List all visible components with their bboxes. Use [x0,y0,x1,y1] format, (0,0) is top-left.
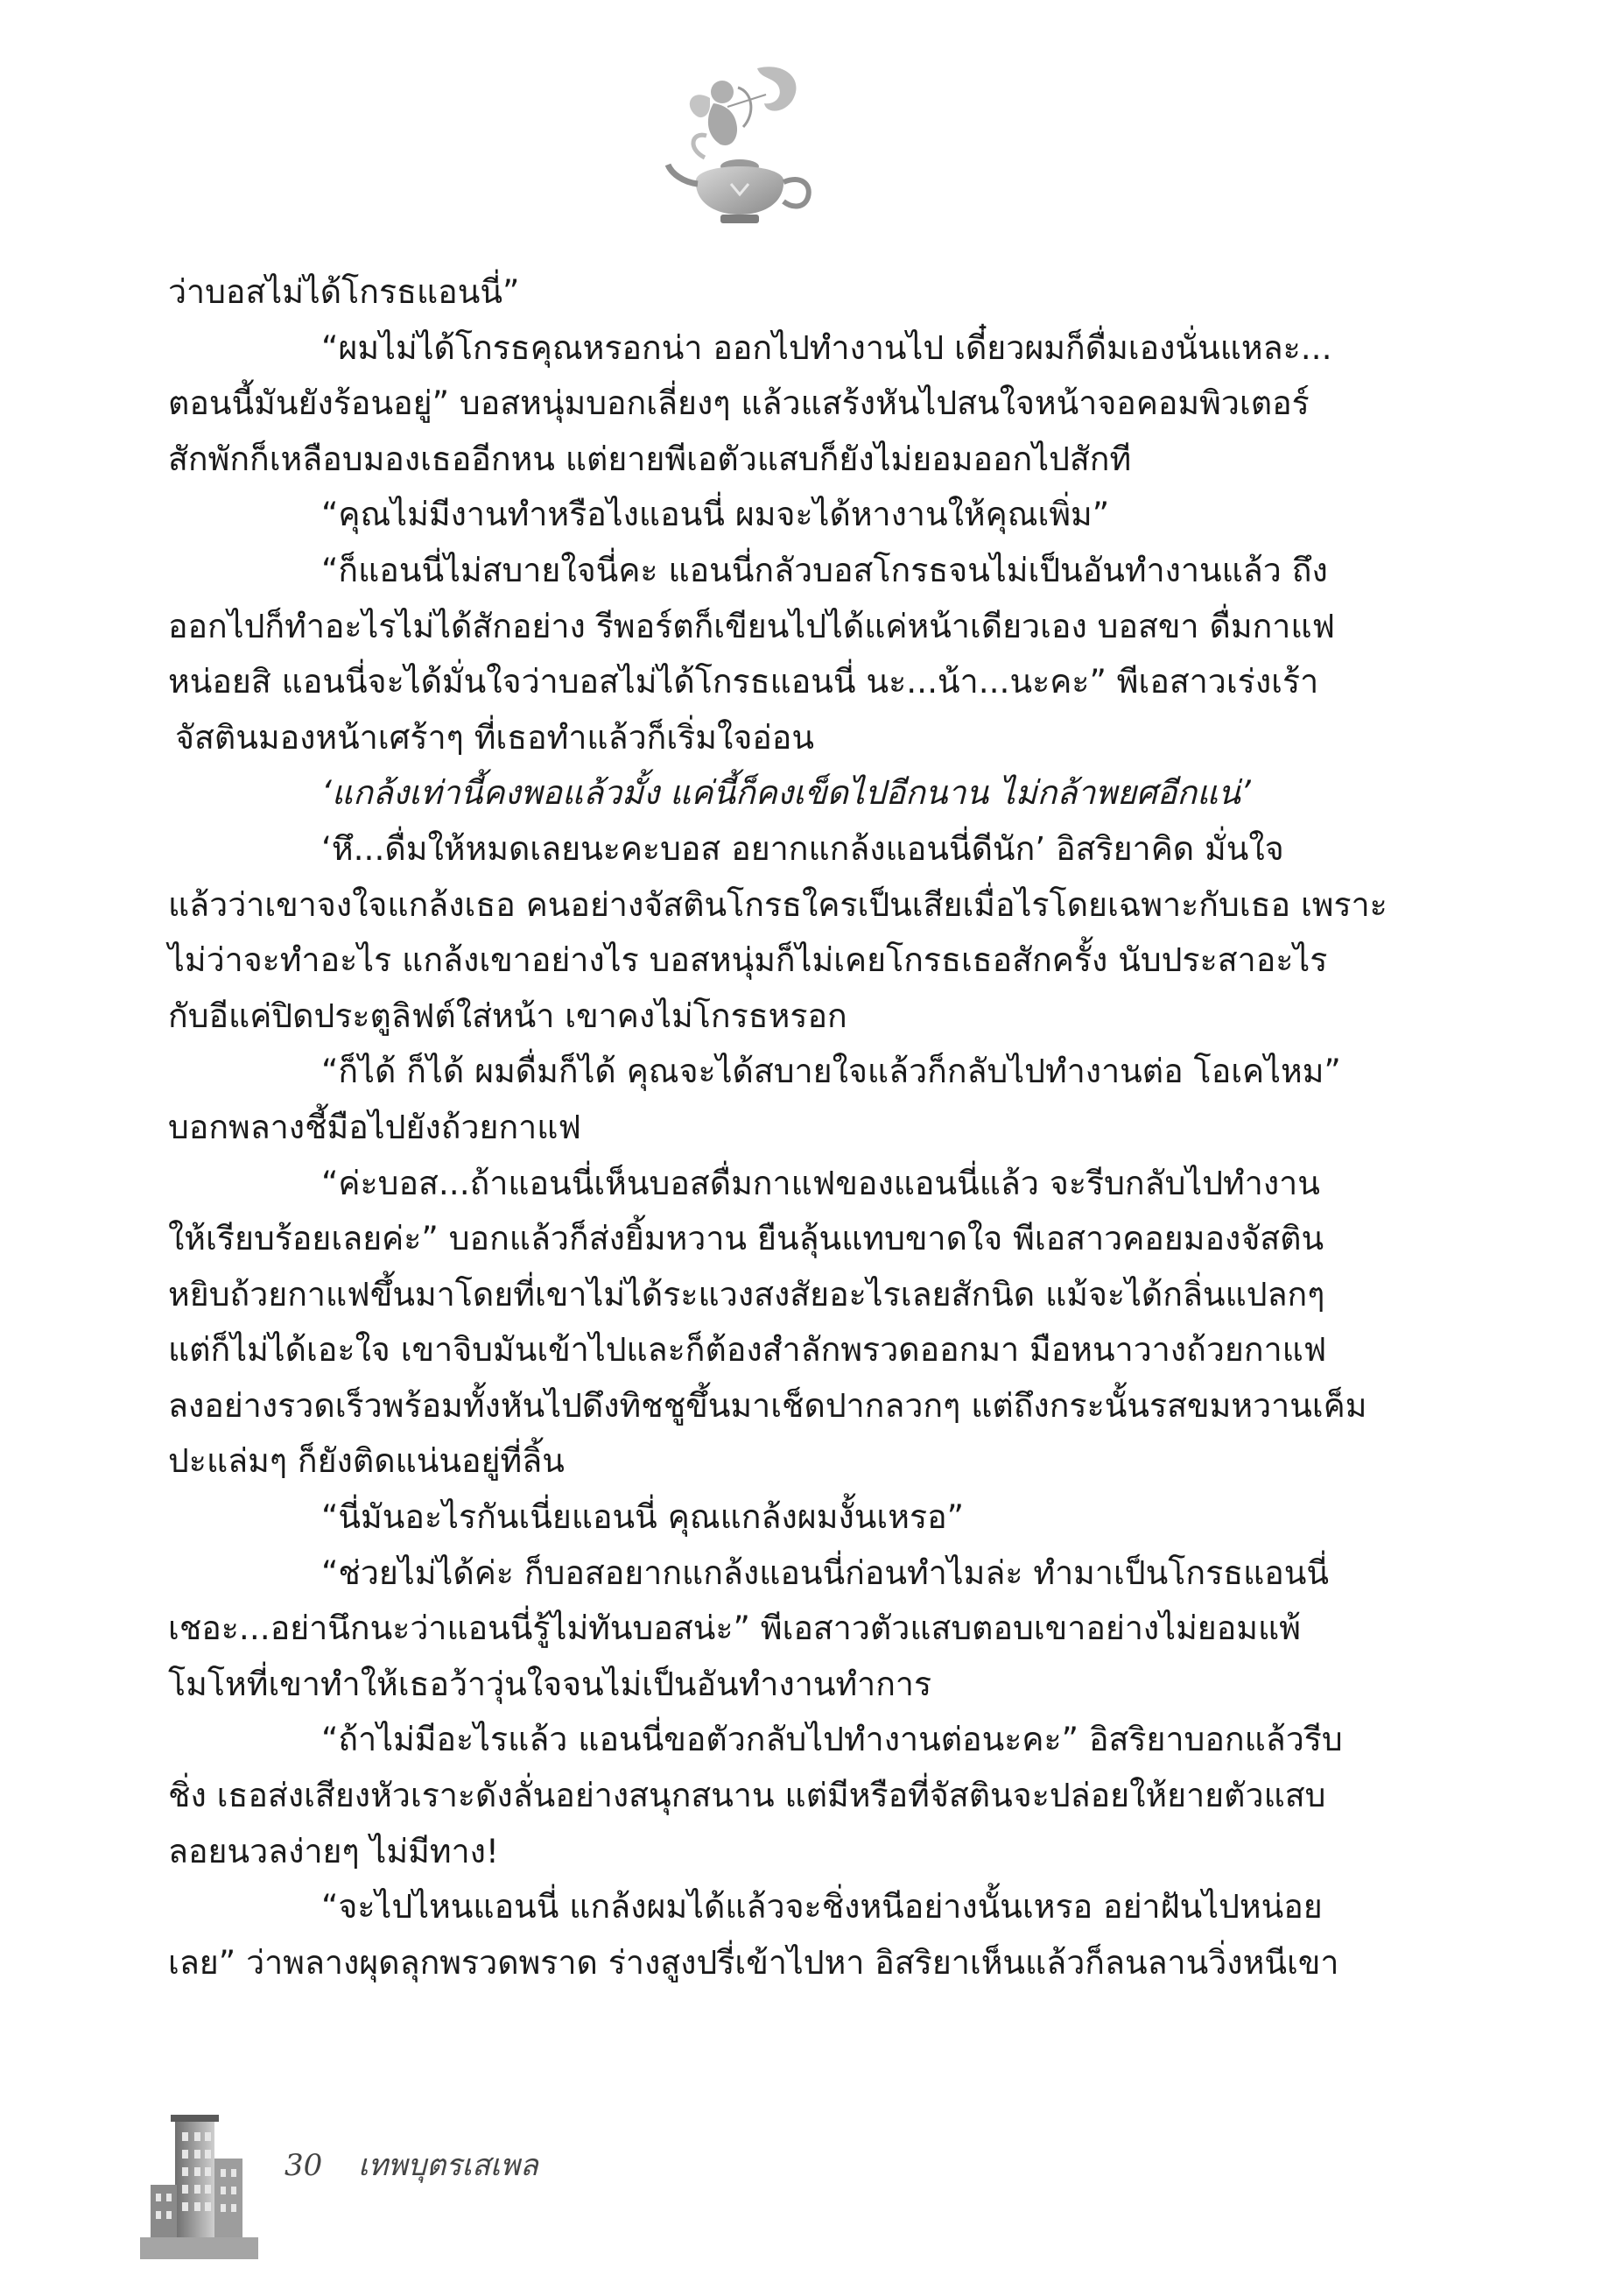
text-line: “คุณไม่มีงานทำหรือไงแอนนี่ ผมจะได้หางานให้คุณเพิ่ม” [321,495,1110,534]
text-line: “ถ้าไม่มีอะไรแล้ว แอนนี่ขอตัวกลับไปทำงานต่อนะคะ” อิสริยาบอกแล้วรีบ [321,1720,1343,1759]
text-line: “ก็แอนนี่ไม่สบายใจนี่คะ แอนนี่กลัวบอสโกรธจนไม่เป็นอันทำงานแล้ว ถึง [321,550,1328,589]
text-line: “ช่วยไม่ได้ค่ะ ก็บอสอยากแกล้งแอนนี่ก่อนทำไมล่ะ ทำมาเป็นโกรธแอนนี่ [321,1553,1330,1592]
text-line: ไม่ว่าจะทำอะไร แกล้งเขาอย่างไร บอสหนุ่มก็ไม่เคยโกรธเธอสักครั้ง นับประสาอะไร [168,940,1328,980]
text-line: บอกพลางชี้มือไปยังถ้วยกาแฟ [168,1107,581,1146]
text-line: “จะไปไหนแอนนี่ แกล้งผมได้แล้วจะชิ่งหนีอย่างนั้นเหรอ อย่าฝันไปหน่อย [321,1887,1323,1926]
text-line: ปะแล่มๆ ก็ยังติดแน่นอยู่ที่ลิ้น [168,1441,565,1481]
page-footer [285,2141,538,2188]
text-line: ลอยนวลง่ายๆ ไม่มีทาง! [168,1831,499,1870]
text-line: ชิ่ง เธอส่งเสียงหัวเราะดังลั่นอย่างสนุกสนาน แต่มีหรือที่จัสตินจะปล่อยให้ยายตัวแสบ [168,1776,1326,1815]
body-text [168,264,1388,1990]
text-line: จัสตินมองหน้าเศร้าๆ ที่เธอทำแล้วก็เริ่มใจอ่อน [175,717,814,757]
text-line: โมโหที่เขาทำให้เธอว้าวุ่นใจจนไม่เป็นอันทำงานทำการ [168,1664,932,1703]
text-line: หยิบถ้วยกาแฟขึ้นมาโดยที่เขาไม่ได้ระแวงสงสัยอะไรเลยสักนิด แม้จะได้กลิ่นแปลกๆ [168,1274,1325,1314]
cupid-teapot-ornament-icon [652,53,827,236]
text-line: ออกไปก็ทำอะไรไม่ได้สักอย่าง รีพอร์ตก็เขียนไปได้แค่หน้าเดียวเอง บอสขา ดื่มกาแฟ [168,606,1336,645]
text-line: ลงอย่างรวดเร็วพร้อมทั้งหันไปดึงทิชชูขึ้นมาเช็ดปากลวกๆ แต่ถึงกระนั้นรสขมหวานเค็ม [168,1385,1367,1425]
text-line: เลย” ว่าพลางผุดลุกพรวดพราด ร่างสูงปรี่เข้าไปหา อิสริยาเห็นแล้วก็ลนลานวิ่งหนีเขา [168,1942,1339,1982]
text-line: ให้เรียบร้อยเลยค่ะ” บอกแล้วก็ส่งยิ้มหวาน ยืนลุ้นแทบขาดใจ พีเอสาวคอยมองจัสติน [168,1219,1324,1258]
page-number: 30 [285,2148,323,2183]
text-line: “ค่ะบอส...ถ้าแอนนี่เห็นบอสดื่มกาแฟของแอนนี่แล้ว จะรีบกลับไปทำงาน [321,1163,1320,1202]
text-line: ตอนนี้มันยังร้อนอยู่” บอสหนุ่มบอกเลี่ยงๆ แล้วแสร้งหันไปสนใจหน้าจอคอมพิวเตอร์ [168,384,1310,423]
text-line: แต่ก็ไม่ได้เอะใจ เขาจิบมันเข้าไปและก็ต้องสำลักพรวดออกมา มือหนาวางถ้วยกาแฟ [168,1330,1327,1370]
text-line: “ผมไม่ได้โกรธคุณหรอกน่า ออกไปทำงานไป เดี๋ยวผมก็ดื่มเองนั่นแหละ... [321,327,1332,367]
text-line: ‘แกล้งเท่านี้คงพอแล้วมั้ง แค่นี้ก็คงเข็ดไปอีกนาน ไม่กล้าพยศอีกแน่’ [321,773,1251,813]
text-line: ว่าบอสไม่ได้โกรธแอนนี่” [168,272,520,311]
text-line: “ก็ได้ ก็ได้ ผมดื่มก็ได้ คุณจะได้สบายใจแล้วก็กลับไปทำงานต่อ โอเคไหม” [321,1052,1341,1091]
text-line: กับอีแค่ปิดประตูลิฟต์ใส่หน้า เขาคงไม่โกรธหรอก [168,996,847,1035]
text-line: ‘หึ...ดื่มให้หมดเลยนะคะบอส อยากแกล้งแอนนี่ดีนัก’ อิสริยาคิด มั่นใจ [321,828,1284,868]
text-line: เชอะ...อย่านึกนะว่าแอนนี่รู้ไม่ทันบอสน่ะ” พีเอสาวตัวแสบตอบเขาอย่างไม่ยอมแพ้ [168,1609,1301,1648]
text-line: สักพักก็เหลือบมองเธออีกหน แต่ยายพีเอตัวแสบก็ยังไม่ยอมออกไปสักที [168,439,1132,478]
text-line: แล้วว่าเขาจงใจแกล้งเธอ คนอย่างจัสตินโกรธใครเป็นเสียเมื่อไรโดยเฉพาะกับเธอ เพราะ [168,884,1388,924]
book-title: เทพบุตรเสเพล [358,2148,538,2183]
text-line: หน่อยสิ แอนนี่จะได้มั่นใจว่าบอสไม่ได้โกรธแอนนี่ นะ...น้า...นะคะ” พีเอสาวเร่งเร้า [168,662,1319,701]
buildings-ornament-icon [140,2106,258,2259]
text-line: “นี่มันอะไรกันเนี่ยแอนนี่ คุณแกล้งผมงั้นเหรอ” [321,1497,965,1537]
